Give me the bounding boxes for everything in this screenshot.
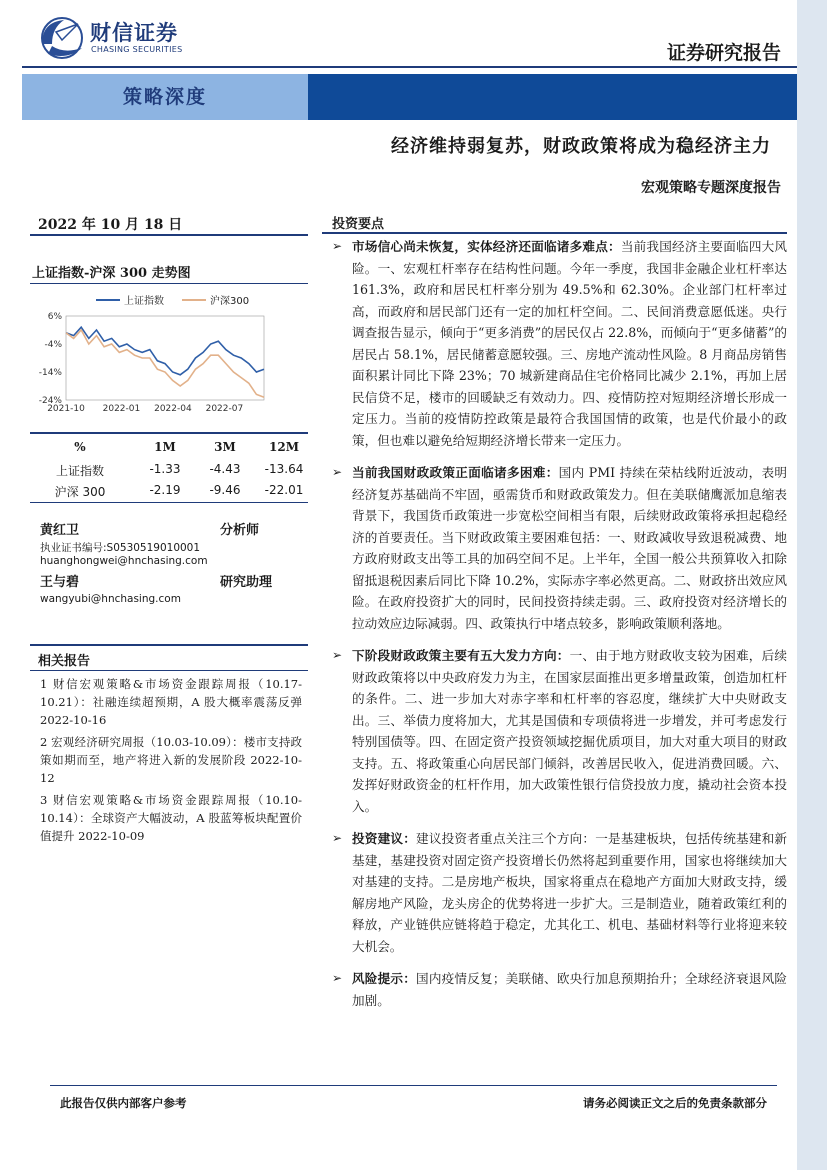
- analyst-cert: 执业证书编号:S0530519010001: [40, 542, 201, 554]
- related-heading: 相关报告: [38, 654, 91, 669]
- y-tick-label: 6%: [47, 312, 62, 322]
- point-body: 国内疫情反复；美联储、欧央行加息预期抬升；全球经济衰退风险加剧。: [352, 971, 788, 1008]
- analyst-email[interactable]: huanghongwei@hnchasing.com: [40, 555, 208, 567]
- arrow-bullet-icon: ➢: [332, 831, 343, 845]
- perf-row-12m: -13.64: [264, 462, 304, 476]
- point-body: 建议投资者重点关注三个方向：一是基建板块，包括传统基建和新基建，基建投资对固定资产投资增长仍然将起到重要作用，国家也将继续加大对基建的支持。二是房地产板块，国家将重点在稳地产方面加大财政支持，缓解房地产风险，龙头房企的优势将进一步扩大。三是制造业，随着政策红利的释放，产业链供应链将趋于稳定，尤其化工、机电、基础材料等行业将迎来较大机会。: [352, 831, 788, 954]
- perf-top-divider: [30, 432, 308, 434]
- legend-label-2: 沪深300: [210, 296, 250, 307]
- point-lead: 当前我国财政政策正面临诸多困难：: [352, 465, 559, 480]
- report-subtitle: 宏观策略专题深度报告: [641, 180, 781, 196]
- point-body: 国内 PMI 持续在荣枯线附近波动，表明经济复苏基础尚不牢固，亟需货币和财政政策发力。但在美联储鹰派加息缩表背景下，我国货币政策进一步宽松空间相当有限，后续财政政策将承担起稳经济的首要责任。当下财政政策主要困难包括：一、财政减收导致退税减费、地方政府财政支出等工具的加码空间不足。上半年，全国一般公共预算收入扣除留抵退税因素后同比下降 10.2%，实际赤字率必然更高。二、财政挤出效应风险。在政府投资扩大的同时，民间投资持续走弱。三、政府投资对经济增长的拉动效应边际减弱。四、政策执行中堵点较多，影响政策顺利落地。: [352, 465, 787, 631]
- report-type-label: 证券研究报告: [666, 42, 781, 64]
- related-top-divider: [30, 644, 308, 646]
- point-body: 当前我国经济主要面临四大风险。一、宏观杠杆率存在结构性问题。今年一季度，我国非金融企业杠杆率达 161.3%，政府和居民杠杆率分别为 49.5%和 62.30%。企业部门杠杆率过高，而政府和居民部门还有一定的加杠杆空间。二、民间消费意愿低迷。央行调查报告显示，倾向于“更多消费”的居民仅占 22.8%，而倾向于“更多储蓄”的居民占 58.1%，居民储蓄意愿较强。三、房地产流动性风险。8 月商品房销售面积累计同比下降 23%；70 城新建商品住宅价格同比减少 2.1%，再加上居民信贷不足，楼市的回暖缺乏有效动力。四、疫情防控对短期经济增长形成一定压力。当前的疫情防控政策是最符合我国国情的政策，也是代价最小的政策，但也难以避免给短期经济增长带来一定压力。: [352, 239, 788, 448]
- assistant-name: 王与碧: [40, 575, 80, 590]
- x-tick-label: 2022-07: [205, 404, 244, 414]
- category-band: [22, 74, 797, 120]
- perf-row-3m: -4.43: [209, 462, 241, 476]
- perf-header-3m: 3M: [214, 440, 236, 454]
- related-heading-divider: [30, 670, 308, 671]
- date-divider: [30, 234, 308, 236]
- related-reports-list: [40, 675, 302, 849]
- footer-disclaimer-right: 请务必阅读正文之后的免责条款部分: [583, 1096, 767, 1110]
- perf-row-name: 沪深 300: [54, 485, 106, 499]
- report-title: 经济维持弱复苏，财政政策将成为稳经济主力: [391, 136, 771, 157]
- assistant-email[interactable]: wangyubi@hnchasing.com: [40, 593, 181, 605]
- perf-header-unit: %: [74, 440, 86, 454]
- highlights-heading: 投资要点: [332, 217, 385, 232]
- header-divider: [22, 66, 797, 68]
- perf-row-name: 上证指数: [55, 464, 104, 478]
- y-tick-label: -4%: [44, 340, 62, 350]
- analyst-role: 分析师: [220, 523, 260, 538]
- legend-label-1: 上证指数: [124, 296, 164, 307]
- table-row: [30, 462, 308, 482]
- perf-header-1m: 1M: [154, 440, 176, 454]
- arrow-bullet-icon: ➢: [332, 648, 343, 662]
- right-margin-strip: [797, 0, 827, 1170]
- logo-mark-icon: [38, 14, 86, 60]
- point-lead: 市场信心尚未恢复，实体经济还面临诸多难点：: [352, 239, 621, 254]
- point-lead: 下阶段财政政策主要有五大发力方向：: [352, 648, 570, 663]
- band-dark-block: [308, 74, 797, 120]
- performance-header-row: [30, 440, 308, 460]
- list-item: [322, 236, 787, 451]
- y-tick-label: -14%: [38, 368, 62, 378]
- series-line-1: [66, 327, 264, 375]
- chart-heading-divider: [30, 283, 308, 284]
- category-label: 策略深度: [122, 86, 207, 108]
- perf-bottom-divider: [30, 502, 308, 503]
- list-item: [322, 828, 787, 957]
- arrow-bullet-icon: ➢: [332, 465, 343, 479]
- table-row: [30, 483, 308, 503]
- list-item[interactable]: 1 财信宏观策略&市场资金跟踪周报（10.17-10.21）：社融连续超预期，A 股大概率震荡反弹 2022-10-16: [40, 677, 302, 727]
- list-item: [322, 968, 787, 1011]
- perf-row-1m: -1.33: [149, 462, 181, 476]
- highlights-divider: [322, 232, 787, 234]
- plot-frame: [66, 316, 264, 400]
- list-item[interactable]: 3 财信宏观策略&市场资金跟踪周报（10.10-10.14）：全球资产大幅波动，A 股蓝筹板块配置价值提升 2022-10-09: [40, 793, 302, 843]
- arrow-bullet-icon: ➢: [332, 239, 343, 253]
- perf-row-3m: -9.46: [209, 483, 241, 497]
- x-tick-label: 2022-04: [154, 404, 192, 414]
- point-lead: 风险提示：: [352, 971, 417, 986]
- report-date: 2022 年 10 月 18 日: [38, 217, 183, 233]
- index-trend-chart: [30, 290, 308, 420]
- chart-heading: 上证指数-沪深 300 走势图: [32, 266, 191, 281]
- x-tick-label: 2022-01: [102, 404, 141, 414]
- point-body: 一、由于地方财政收支较为困难，后续财政政策将以中央政府发力为主，在国家层面推出更多增量政策，创造加杠杆的条件。二、进一步加大对赤字率和杠杆率的容忍度，继续扩大中央财政支出。三、举债力度将加大，尤其是国债和专项债将进一步增发，并可考虑发行特别国债等。四、在固定资产投资领域挖掘优质项目，加大对重大项目的财政支持。五、将政策重心向居民部门倾斜，改善居民收入，促进消费回暖。六、发挥好财政资金的杠杆作用，加大政策性银行信贷投放力度，撬动社会资本投入。: [352, 648, 788, 814]
- list-item: [322, 462, 787, 634]
- logo-name-en: CHASING SECURITIES: [91, 45, 183, 54]
- arrow-bullet-icon: ➢: [332, 971, 343, 985]
- footer-disclaimer-left: 此报告仅供内部客户参考: [60, 1096, 187, 1110]
- footer-divider: [50, 1085, 777, 1086]
- point-lead: 投资建议：: [352, 831, 417, 846]
- perf-header-12m: 12M: [269, 440, 299, 454]
- perf-row-12m: -22.01: [264, 483, 304, 497]
- company-logo: [38, 14, 198, 60]
- highlight-points: [322, 236, 787, 1022]
- analyst-name: 黄红卫: [40, 523, 80, 538]
- y-tick-label: -24%: [38, 396, 62, 406]
- list-item: [322, 645, 787, 817]
- list-item[interactable]: 2 宏观经济研究周报（10.03-10.09）：楼市支持政策如期而至，地产将进入新的发展阶段 2022-10-12: [40, 735, 302, 785]
- assistant-role: 研究助理: [220, 575, 273, 590]
- perf-row-1m: -2.19: [149, 483, 181, 497]
- logo-name-cn: 财信证券: [90, 21, 178, 45]
- x-tick-label: 2021-10: [47, 404, 85, 414]
